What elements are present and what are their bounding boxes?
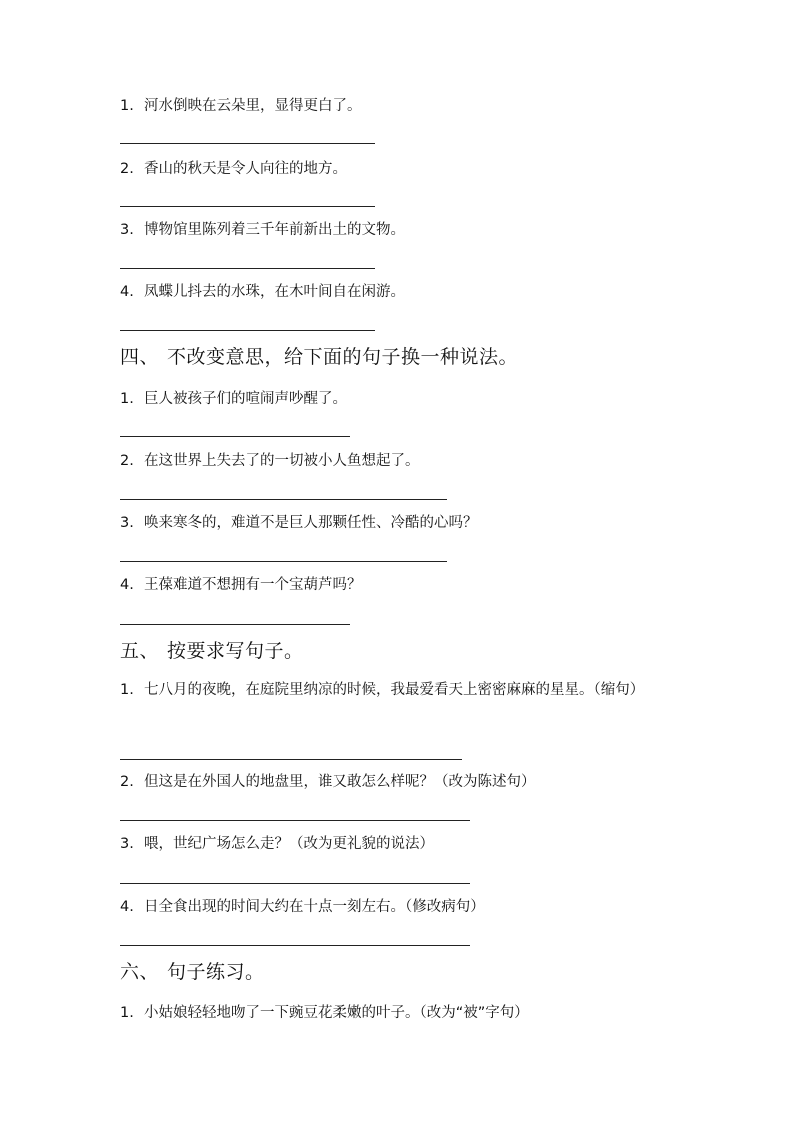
heading-number: 四、 [120,346,160,368]
answer-line[interactable] [120,268,375,269]
answer-line[interactable] [120,206,375,207]
question-number: 2. [120,453,134,469]
heading-title: 不改变意思，给下面的句子换一种说法。 [167,346,519,368]
answer-line[interactable] [120,499,447,500]
section-heading-5 [120,636,304,666]
section4-question-4 [120,571,680,599]
heading-title: 句子练习。 [167,961,265,983]
question-number: 2. [120,774,134,790]
section4-question-3 [120,509,680,537]
heading-number: 五、 [120,640,160,662]
question-number: 1. [120,391,134,407]
section-heading-4 [120,342,518,372]
question-text: 唤来寒冬的，难道不是巨人那颗任性、冷酷的心吗？ [144,515,478,531]
answer-line[interactable] [120,330,375,331]
question-number: 3. [120,836,134,852]
section3-question-1 [120,92,680,120]
question-number: 2. [120,161,134,177]
section5-question-2 [120,768,680,796]
question-text: 喂，世纪广场怎么走？（改为更礼貌的说法） [144,836,434,852]
heading-number: 六、 [120,961,160,983]
section5-question-4 [120,893,680,921]
answer-line[interactable] [120,883,470,884]
question-text: 七八月的夜晚，在庭院里纳凉的时候，我最爱看天上密密麻麻的星星。（缩句） [144,682,645,698]
question-number: 3. [120,222,134,238]
answer-line[interactable] [120,820,470,821]
question-number: 4. [120,899,134,915]
question-text: 河水倒映在云朵里，显得更白了。 [144,98,362,114]
section3-question-3 [120,216,680,244]
answer-line[interactable] [120,561,447,562]
section5-question-1 [120,674,680,706]
section4-question-2 [120,447,680,475]
section4-question-1 [120,385,680,413]
question-text: 巨人被孩子们的喧闹声吵醒了。 [144,391,347,407]
question-number: 1. [120,1005,134,1021]
question-number: 1. [120,98,134,114]
heading-title: 按要求写句子。 [167,640,304,662]
section5-question-3 [120,830,680,858]
question-text: 王葆难道不想拥有一个宝葫芦吗？ [144,577,362,593]
question-number: 1. [120,682,134,698]
answer-line[interactable] [120,436,350,437]
answer-line[interactable] [120,759,462,760]
section3-question-2 [120,155,680,183]
answer-line[interactable] [120,143,375,144]
question-text: 在这世界上失去了的一切被小人鱼想起了。 [144,453,420,469]
question-text: 博物馆里陈列着三千年前新出土的文物。 [144,222,405,238]
answer-line[interactable] [120,945,470,946]
question-text: 小姑娘轻轻地吻了一下豌豆花柔嫩的叶子。（改为“被”字句） [144,1005,529,1021]
question-number: 4. [120,284,134,300]
section-heading-6 [120,957,265,987]
answer-line[interactable] [120,624,350,625]
question-number: 3. [120,515,134,531]
section6-question-1 [120,999,680,1027]
question-text: 但这是在外国人的地盘里，谁又敢怎么样呢？（改为陈述句） [144,774,536,790]
question-text: 日全食出现的时间大约在十点一刻左右。（修改病句） [144,899,485,915]
section3-question-4 [120,278,680,306]
question-number: 4. [120,577,134,593]
question-text: 香山的秋天是令人向往的地方。 [144,161,347,177]
question-text: 凤蝶儿抖去的水珠，在木叶间自在闲游。 [144,284,405,300]
